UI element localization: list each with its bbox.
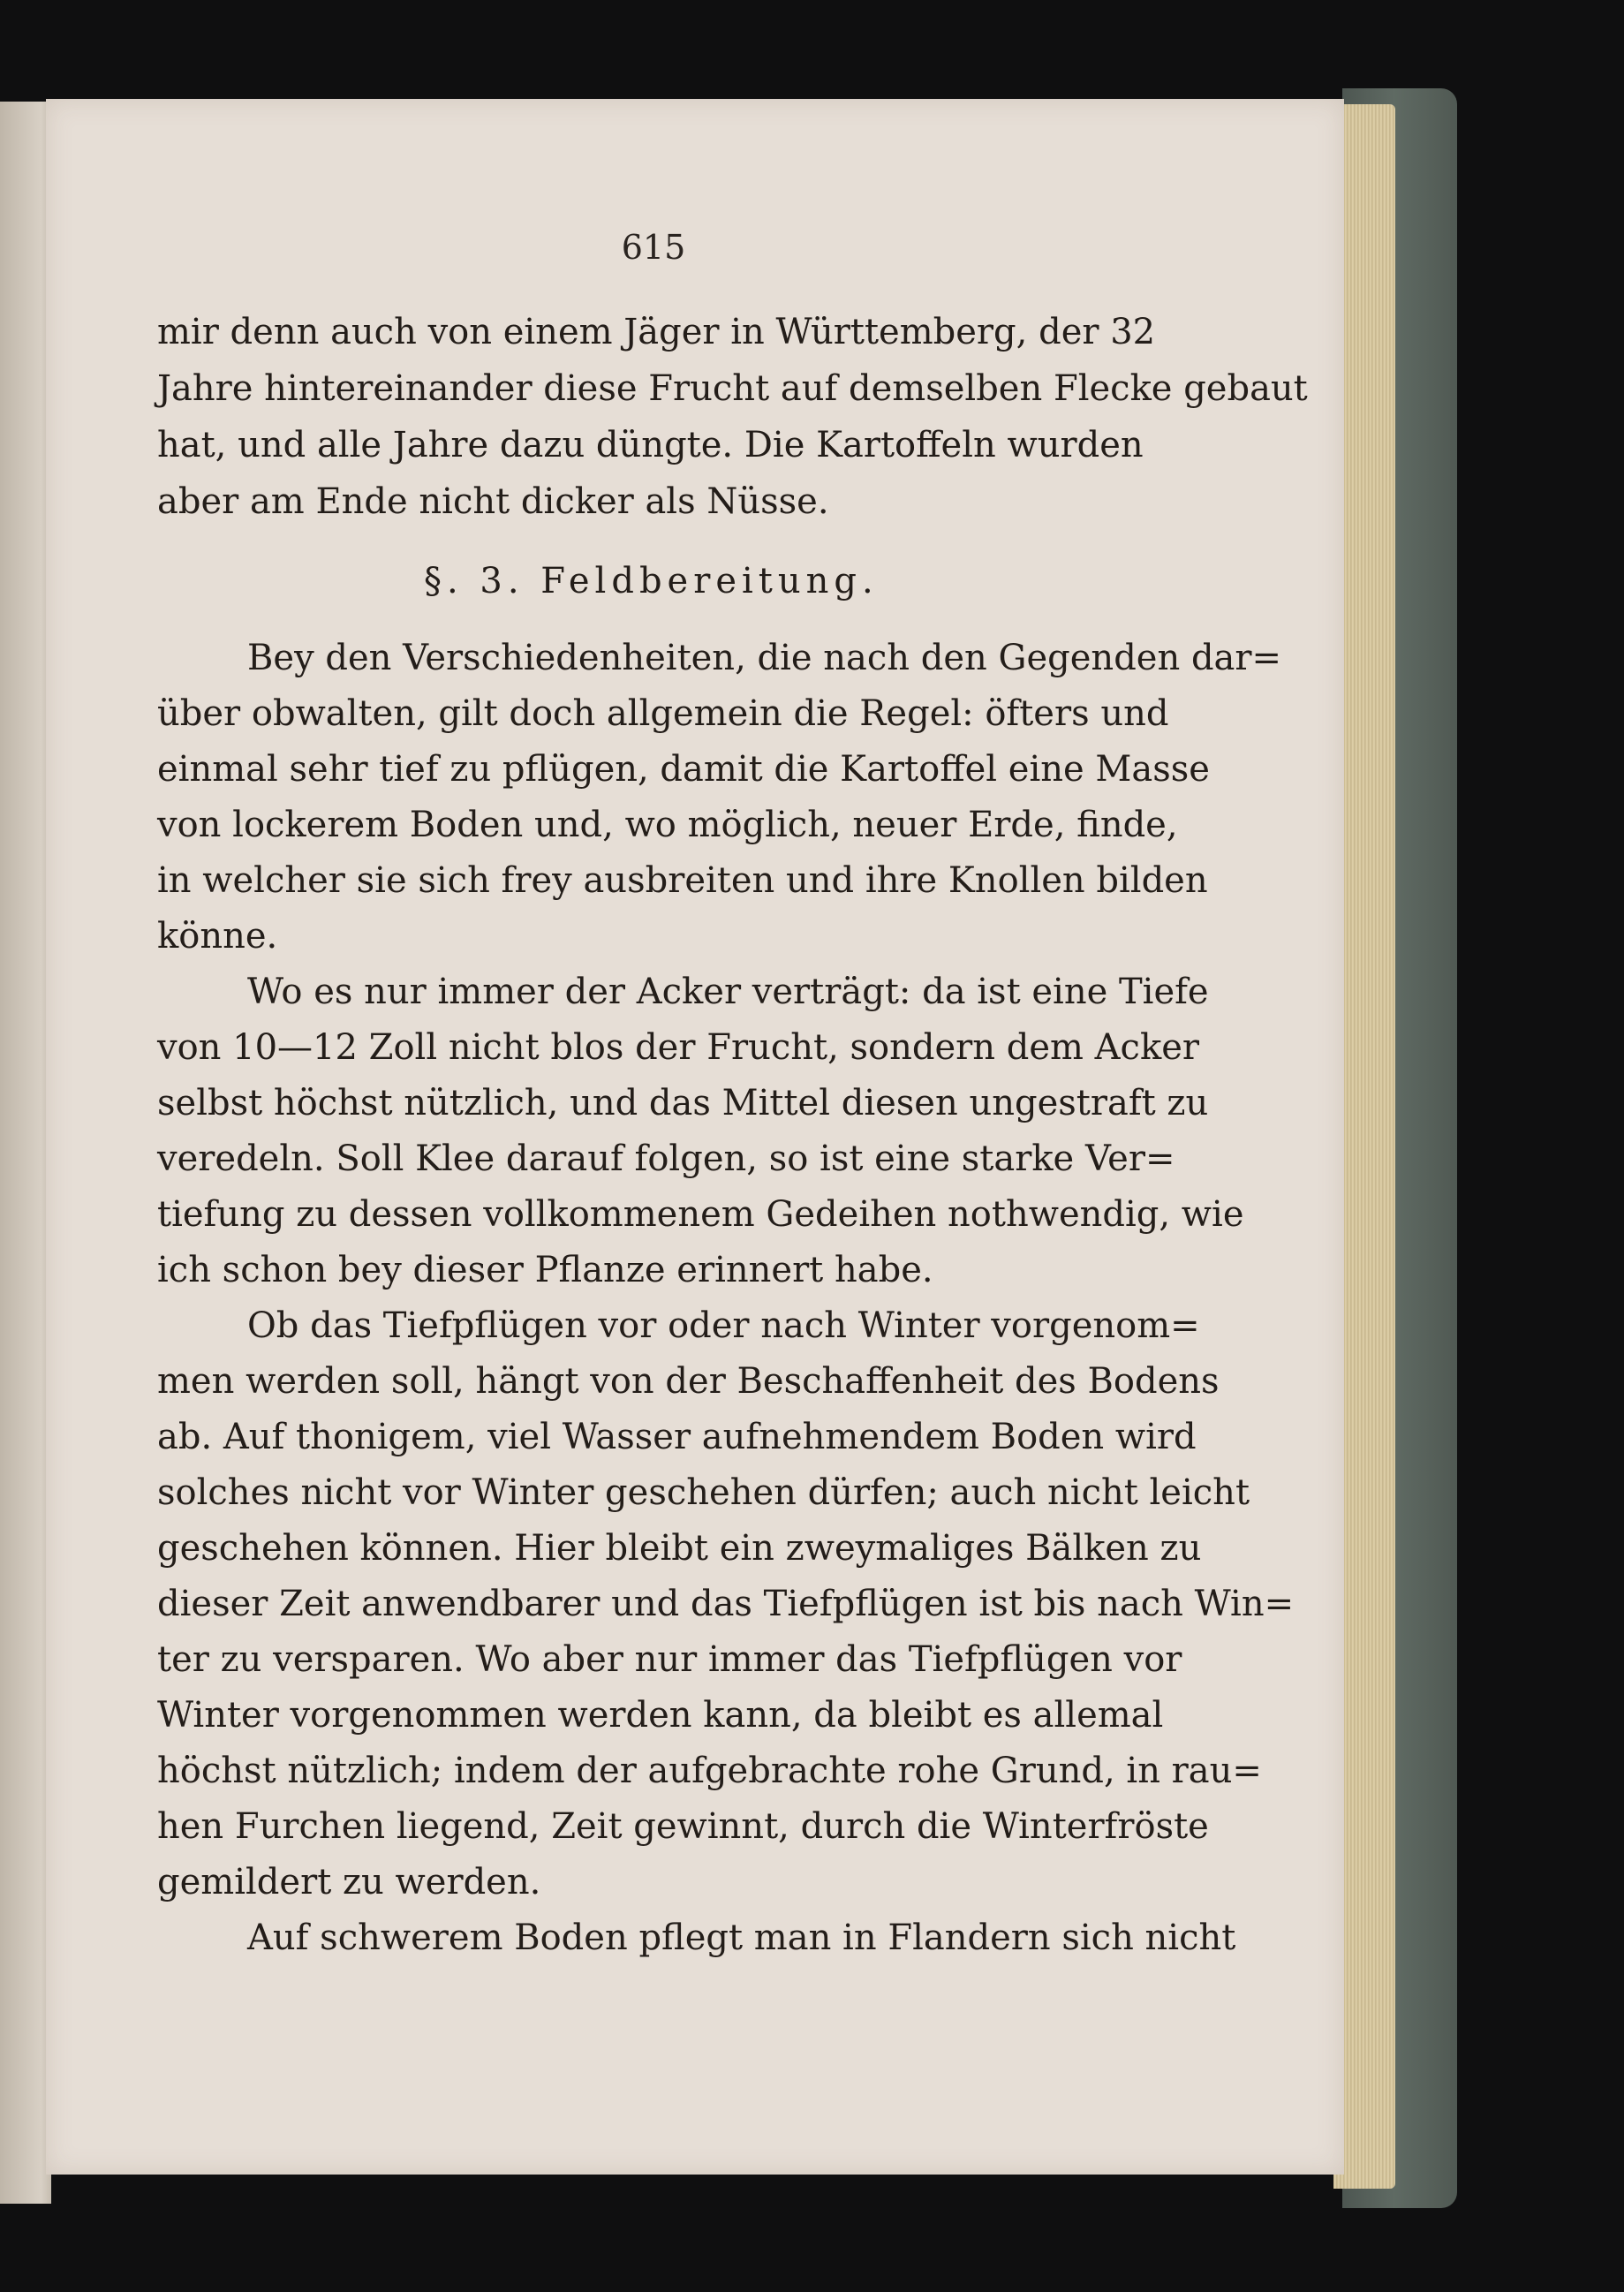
text-line: Winter vorgenommen werden kann, da bleibt es allemal — [157, 1695, 1164, 1736]
text-line: veredeln. Soll Klee darauf folgen, so ist eine starke Ver= — [157, 1138, 1175, 1179]
text-line: Bey den Verschiedenheiten, die nach den Gegenden dar= — [247, 638, 1282, 678]
page-number: 615 — [621, 228, 686, 267]
text-line: Jahre hintereinander diese Frucht auf demselben Flecke gebaut — [157, 368, 1308, 409]
text-line: höchst nützlich; indem der aufgebrachte rohe Grund, in rau= — [157, 1751, 1262, 1791]
text-line: mir denn auch von einem Jäger in Württemberg, der 32 — [157, 312, 1156, 352]
text-line: gemildert zu werden. — [157, 1862, 541, 1902]
text-line: von 10—12 Zoll nicht blos der Frucht, sondern dem Acker — [157, 1027, 1199, 1068]
text-line: ich schon bey dieser Pflanze erinnert habe. — [157, 1250, 933, 1290]
text-line: könne. — [157, 916, 278, 957]
text-line: aber am Ende nicht dicker als Nüsse. — [157, 481, 829, 522]
text-line: selbst höchst nützlich, und das Mittel diesen ungestraft zu — [157, 1083, 1209, 1123]
text-line: Auf schwerem Boden pflegt man in Flandern sich nicht — [247, 1918, 1236, 1958]
text-line: Ob das Tiefpflügen vor oder nach Winter vorgenom= — [247, 1305, 1200, 1346]
text-line: in welcher sie sich frey ausbreiten und ihre Knollen bilden — [157, 860, 1208, 901]
text-line: men werden soll, hängt von der Beschaffenheit des Bodens — [157, 1361, 1220, 1402]
section-heading: §. 3. Feldbereitung. — [424, 561, 879, 601]
text-line: einmal sehr tief zu pflügen, damit die Kartoffel eine Masse — [157, 749, 1210, 790]
previous-page-edge — [0, 102, 51, 2204]
text-line: ter zu versparen. Wo aber nur immer das Tiefpflügen vor — [157, 1639, 1182, 1680]
text-line: ab. Auf thonigem, viel Wasser aufnehmendem Boden wird — [157, 1417, 1197, 1457]
text-line: hat, und alle Jahre dazu düngte. Die Kartoffeln wurden — [157, 425, 1144, 465]
text-line: solches nicht vor Winter geschehen dürfen; auch nicht leicht — [157, 1472, 1250, 1513]
text-line: Wo es nur immer der Acker verträgt: da ist eine Tiefe — [247, 972, 1209, 1012]
text-line: geschehen können. Hier bleibt ein zweymaliges Bälken zu — [157, 1528, 1202, 1569]
text-line: über obwalten, gilt doch allgemein die Regel: öfters und — [157, 693, 1169, 734]
text-line: von lockerem Boden und, wo möglich, neuer Erde, finde, — [157, 805, 1178, 845]
text-line: tiefung zu dessen vollkommenem Gedeihen nothwendig, wie — [157, 1194, 1244, 1235]
text-line: dieser Zeit anwendbarer und das Tiefpflügen ist bis nach Win= — [157, 1584, 1295, 1624]
text-line: hen Furchen liegend, Zeit gewinnt, durch die Winterfröste — [157, 1806, 1209, 1847]
